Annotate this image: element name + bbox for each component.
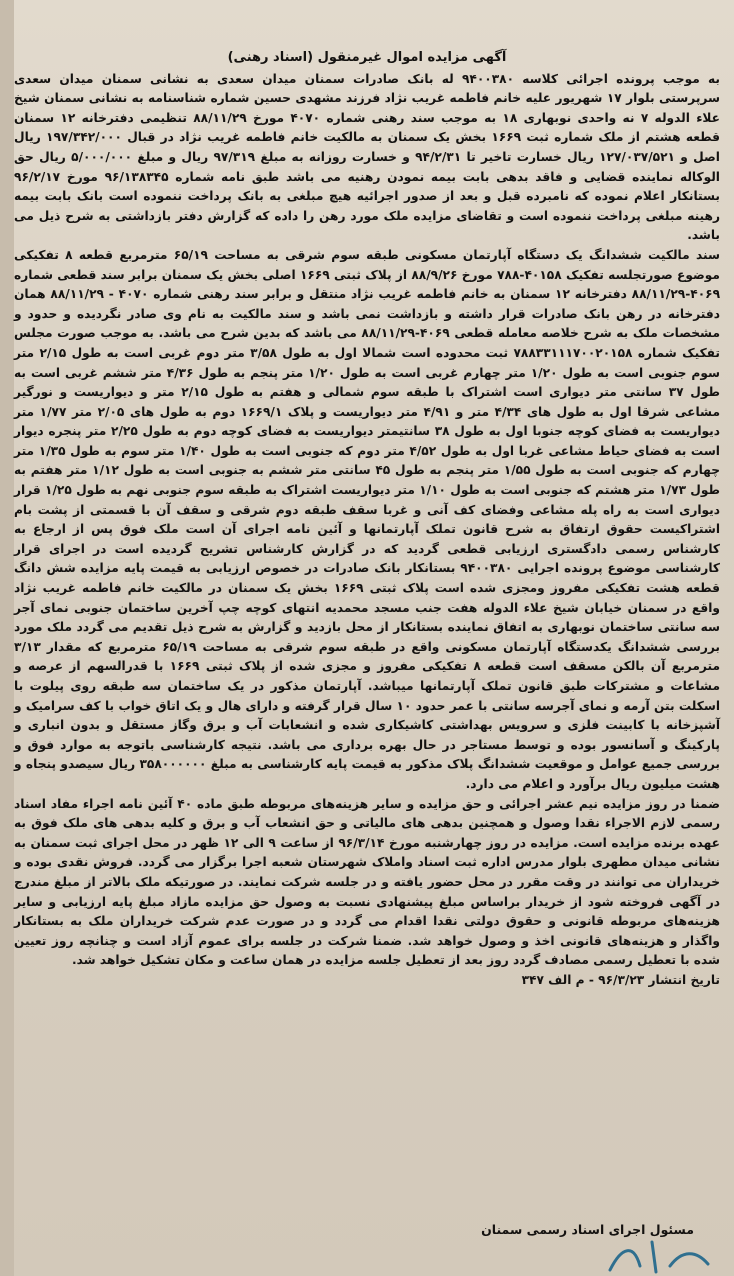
paper-edge [0, 0, 14, 1276]
notice-paragraph-property: سند مالکیت ششدانگ یک دستگاه آپارتمان مسکونی طبقه سوم شرقی به مساحت ۶۵/۱۹ مترمربع قطعه ۸ تفکیکی موضوع صورتجلسه تفکیک ۴۰۱۵۸-۷۸۸ مورخ ۸۸/۹/۲۶ از پلاک ثبتی ۱۶۶۹ اصلی بخش یک سمنان برابر سند قطعی شماره ۴۰۶۹-۸۸/۱۱/۲۹ دفترخانه ۱۲ سمنان به خانم فاطمه غریب نژاد منتقل و برابر سند رهنی شماره ۴۰۷۰ - ۸۸/۱۱/۲۹ همان دفترخانه در رهن بانک صادرات قرار داشته و بازداشت نمی باشد و سند مالکیت به نام وی صادر نگردیده و حدود و مشخصات ملک به شرح خلاصه معامله قطعی ۴۰۶۹-۸۸/۱۱/۲۹ می باشد که بدین شرح می باشد. به موجب صورت مجلس تفکیک شماره ۷۸۸۳۳۱۱۱۷۰۰۲۰۱۵۸ ثبت محدوده است شمالا اول به طول ۳/۵۸ متر دوم غربی است به طول ۲/۱۵ متر سوم جنوبی است به طول ۱/۲۰ متر چهارم غربی است به طول ۱/۲۰ متر پنجم به طول ۴/۳۶ متر ششم غربی است به طول ۳۷ سانتی متر دیواری است اشتراک با طبقه سوم شمالی و هفتم به طول ۲/۱۵ متر و دیواریست و نورگیر مشاعی شرقا اول به طول های ۴/۳۴ متر و ۴/۹۱ متر دیواریست و پلاک ۱۶۶۹/۱ دوم به طول های ۲/۰۵ متر ۱/۷۷ متر دیواریست به فضای کوچه جنوبا اول به طول ۳۸ سانتیمتر دیواریست به فضای کوچه دوم به طول ۲/۲۵ متر پنجره دیوار است به فضای حیاط مشاعی غربا اول به طول ۴/۵۲ متر دوم که جنوبی است به طول ۱/۴۰ متر سوم به طول ۱/۳۵ متر چهارم که جنوبی است به طول ۱/۵۵ متر پنجم به طول ۴۵ سانتی متر ششم به جنوبی است به طول ۱/۱۲ متر هفتم به طول ۱/۷۳ متر هشتم که جنوبی است به طول ۱/۱۰ متر دیواریست اشتراک به طبقه سوم جنوبی نهم به طول ۱/۲۵ قرار دیواری است به راه پله مشاعی وفضای کف آنی و غربا سقف طبقه دوم شرقی و سقف آن با قسمتی از پشت بام اشتراکیست حقوق ارتفاق به شرح قانون تملک آپارتمانها و آئین نامه اجرای آن است ملک فوق پس از ارجاع به کارشناس رسمی دادگستری ارزیابی قطعی گردید که در گزارش کارشناس تشریح گردیده است در اجرای قرار کارشناسی موضوع پرونده اجرایی ۹۴۰۰۳۸۰ بستانکار بانک صادرات در خصوص ارزیابی به قیمت پایه مزایده شش دانگ قطعه هشت تفکیکی مفروز ومجزی شده است پلاک ثبتی ۱۶۶۹ بخش یک سمنان در مالکیت خانم فاطمه غریب نژاد واقع در سمنان خیابان شیخ علاء الدوله هفت جنب مسجد محمدیه انتهای کوچه چپ آخرین ساختمان جنوبی نمای آجر سه سانتی ساختمان نوبهاری به اتفاق نماینده بستانکار از محل بازدید و گزارش به شرح ذیل تقدیم می گردد ملک مورد بررسی ششدانگ یکدستگاه آپارتمان مسکونی واقع در طبقه سوم شرقی به مساحت ۶۵/۱۹ مترمربع که مقدار ۳/۱۳ مترمربع آن بالکن مسقف است قطعه ۸ تفکیکی مفروز و مجزی شده از پلاک ثبتی ۱۶۶۹ با قدرالسهم از عرصه و مشاعات و مشترکات طبق قانون تملک آپارتمانها میباشد. آپارتمان مذکور در یک ساختمان سه طبقه روی پیلوت با اسکلت بتن آرمه و نمای آجرسه سانتی با عمر حدود ۱۰ سال قرار گرفته و دارای هال و یک اتاق خواب با کف سرامیک و آشپزخانه با کابینت فلزی و سرویس بهداشتی کاشیکاری شده و انشعابات آب و برق وگاز مستقل و بدون انباری و پارکینگ و آسانسور بوده و توسط مستاجر در حال بهره برداری می باشد. نتیجه کارشناسی باتوجه به موارد فوق و بررسی جمیع عوامل و موقعیت ششدانگ پلاک مذکور به قیمت پایه کارشناسی به مبلغ ۳۵۸۰۰۰۰۰۰ ریال سیصدو پنجاه و هشت میلیون ریال برآورد و اعلام می دارد. [14, 247, 721, 791]
notice-title: آگهی مزایده اموال غیرمنقول (اسناد رهنی) [227, 50, 507, 65]
signature-line: مسئول اجرای اسناد رسمی سمنان [481, 1222, 694, 1237]
handwritten-number-mark-icon [600, 1236, 720, 1276]
notice-paragraph-terms: ضمنا در روز مزایده نیم عشر اجرائی و حق مزایده و سایر هزینه‌های مربوطه طبق ماده ۴۰ آئین نامه اجراء مفاد اسناد رسمی لازم الاجراء نقدا وصول و همچنین بدهی های مالیاتی و حق انشعاب آب و برق و کلیه بدهی های ملک فوق به عهده برنده مزایده است. مزایده در روز چهارشنبه مورخ ۹۶/۳/۱۴ از ساعت ۹ الی ۱۲ ظهر در محل اجرای ثبت سمنان به نشانی میدان مطهری بلوار مدرس اداره ثبت اسناد واملاک شهرستان شعبه اجرا برگزار می گردد. فروش نقدی بوده و خریداران می توانند در وقت مقرر در محل حضور یافته و در جلسه شرکت نمایند. در صورتیکه ملک بالاتر از مبلغ مندرج در آگهی فروخته شود از خریدار براساس مبلغ پیشنهادی نسبت به وصول حق مزایده مازاد مبلغ پایه ارزیابی و سایر هزینه‌های مربوطه قانونی و حقوق دولتی نقدا اقدام می گردد و در صورت عدم شرکت خریداران ملک به بستانکار واگذار و هزینه‌های قانونی اخذ و وصول خواهد شد. ضمنا شرکت در جلسه برای عموم آزاد است و چنانچه روز تعیین شده با تعطیل رسمی مصادف گردد روز بعد از تعطیل جلسه مزایده در همان ساعت و مکان تشکیل خواهد شد. [14, 796, 720, 968]
notice-paragraph-case: به موجب پرونده اجرائی کلاسه ۹۴۰۰۳۸۰ له بانک صادرات سمنان میدان سعدی به نشانی سمنان میدان سعدی سرپرستی بلوار ۱۷ شهریور علیه خانم فاطمه غریب نژاد فرزند مشهدی حسین شماره شناسنامه به نشانی سمنان شیخ علاء الدوله ۷ نه واحدی نوبهاری ۱۸ به موجب سند رهنی شماره ۴۰۷۰ مورخ ۸۸/۱۱/۲۹ تنظیمی دفترخانه ۱۲ سمنان قطعه هشتم از ملک شماره ثبت ۱۶۶۹ بخش یک سمنان به مالکیت خانم فاطمه غریب نژاد در قبال ۱۹۷/۳۴۲/۰۰۰ ریال اصل و ۱۲۷/۰۳۷/۵۲۱ ریال خسارت تاخیر تا ۹۴/۲/۳۱ و خسارت روزانه به مبلغ ۹۷/۳۱۹ ریال و مبلغ ۵/۰۰۰/۰۰۰ ریال حق الوکاله نماینده قضایی و فاقد بدهی بابت بیمه نمودن رهنیه می باشد طبق نامه شماره ۹۶/۱۳۸۳۴۵ مورخ ۹۶/۲/۱۷ بستانکار اعلام نموده که نامبرده قبل و بعد از صدور اجرائیه هیچ مبلغی به بانک پرداخت ننموده است بانک بابت بیمه رهینه مبلغی پرداخت ننموده است و تقاضای مزایده ملک مورد رهن را داده که گزارش دفتر بازداشتی به شرح ذیل می باشد. [14, 71, 721, 243]
auction-notice [14, 48, 720, 991]
publish-date: تاریخ انتشار ۹۶/۳/۲۳ - م الف ۳۴۷ [521, 972, 720, 987]
